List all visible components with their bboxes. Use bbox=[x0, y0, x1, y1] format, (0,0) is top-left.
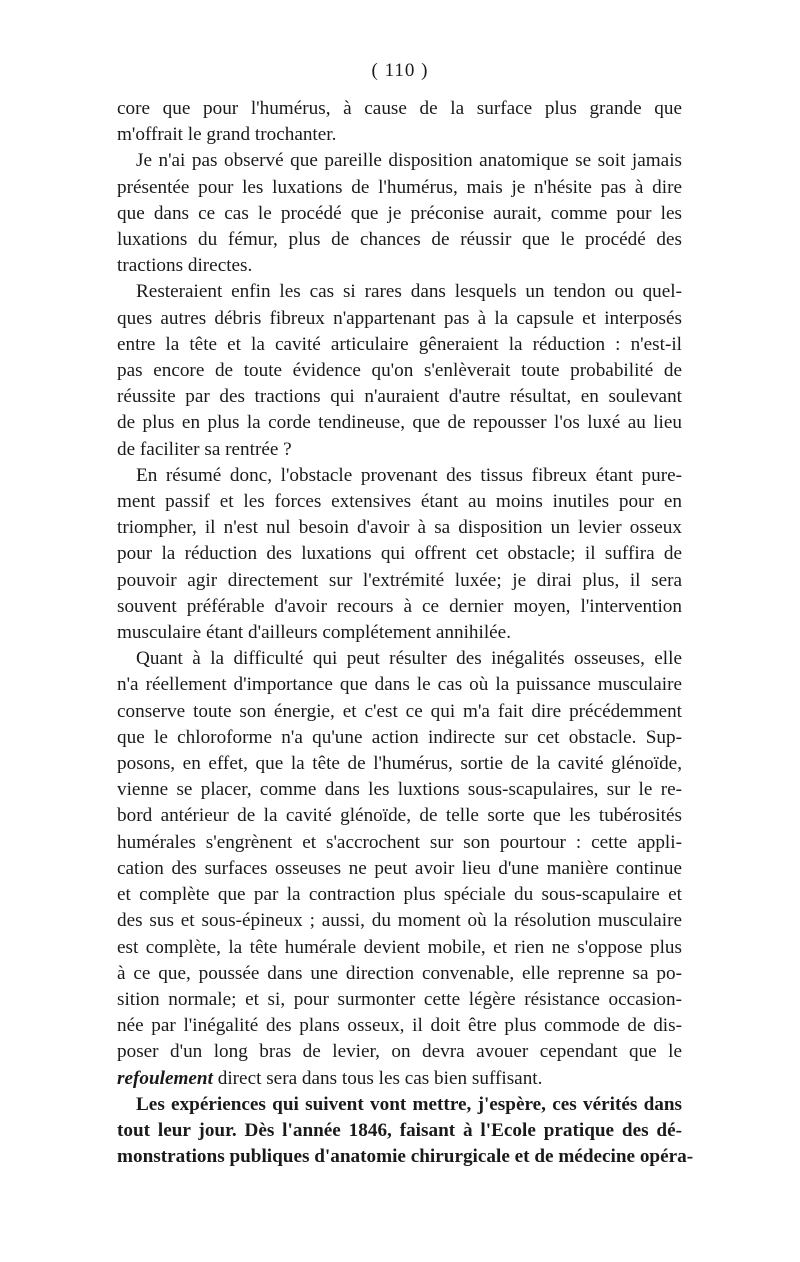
text-line: tractions directes. bbox=[117, 255, 253, 277]
text-line: et complète que par la contraction plus spéciale du sous-scapulaire et bbox=[117, 884, 682, 906]
text-line: Resteraient enfin les cas si rares dans lesquels un tendon ou quel- bbox=[136, 281, 682, 303]
text-line: née par l'inégalité des plans osseux, il doit être plus commode de dis- bbox=[117, 1015, 682, 1037]
text-line: tout leur jour. Dès l'année 1846, faisant à l'Ecole pratique des dé- bbox=[117, 1119, 682, 1141]
body-text bbox=[117, 96, 694, 1170]
text-line: humérales s'engrènent et s'accrochent sur son pourtour : cette appli- bbox=[117, 831, 682, 853]
text-line: luxations du fémur, plus de chances de réussir que le procédé des bbox=[117, 229, 682, 251]
text-line: est complète, la tête humérale devient mobile, et rien ne s'oppose plus bbox=[117, 936, 682, 958]
text-line: que le chloroforme n'a qu'une action indirecte sur cet obstacle. Sup- bbox=[117, 726, 682, 748]
paragraph bbox=[117, 1092, 694, 1171]
text-line: réussite par des tractions qui n'auraient d'autre résultat, en soulevant bbox=[117, 386, 682, 408]
text-line: n'a réellement d'importance que dans le cas où la puissance musculaire bbox=[117, 674, 682, 696]
text-line: monstrations publiques d'anatomie chirurgicale et de médecine opéra- bbox=[117, 1146, 694, 1168]
text-line: sition normale; et si, pour surmonter cette légère résistance occasion- bbox=[117, 988, 682, 1010]
text-line: bord antérieur de la cavité glénoïde, de telle sorte que les tubérosités bbox=[117, 805, 682, 827]
text-line: m'offrait le grand trochanter. bbox=[117, 124, 337, 146]
text-line: Quant à la difficulté qui peut résulter des inégalités osseuses, elle bbox=[136, 648, 682, 670]
text-line: entre la tête et la cavité articulaire gêneraient la réduction : n'est-il bbox=[117, 333, 682, 355]
text-line: En résumé donc, l'obstacle provenant des tissus fibreux étant pure- bbox=[136, 464, 682, 486]
text-fragment: direct sera dans tous les cas bien suffisant. bbox=[212, 1067, 543, 1089]
emphasized-word: refoulement bbox=[117, 1067, 213, 1089]
text-line: des sus et sous-épineux ; aussi, du moment où la résolution musculaire bbox=[117, 910, 682, 932]
text-line: de faciliter sa rentrée ? bbox=[117, 438, 292, 460]
text-line: Je n'ai pas observé que pareille disposition anatomique se soit jamais bbox=[136, 150, 682, 172]
text-line: conserve toute son énergie, et c'est ce qui m'a fait dire précédemment bbox=[117, 700, 682, 722]
text-line: pour la réduction des luxations qui offrent cet obstacle; il suffira de bbox=[117, 543, 682, 565]
text-line: vienne se placer, comme dans les luxtions sous-scapulaires, sur le re- bbox=[117, 779, 682, 801]
text-line: présentée pour les luxations de l'humérus, mais je n'hésite pas à dire bbox=[117, 176, 682, 198]
paragraph bbox=[117, 148, 682, 279]
text-line: poser d'un long bras de levier, on devra avouer cependant que le bbox=[117, 1041, 682, 1063]
text-line: à ce que, poussée dans une direction convenable, elle reprenne sa po- bbox=[117, 962, 682, 984]
text-line: de plus en plus la corde tendineuse, que de repousser l'os luxé au lieu bbox=[117, 412, 682, 434]
paragraph bbox=[117, 463, 682, 646]
text-line: pas encore de toute évidence qu'on s'enlèverait toute probabilité de bbox=[117, 360, 682, 382]
text-line-final bbox=[117, 1066, 682, 1092]
text-line: Les expériences qui suivent vont mettre, j'espère, ces vérités dans bbox=[136, 1093, 682, 1115]
paragraph bbox=[117, 646, 682, 1091]
text-line: cation des surfaces osseuses ne peut avoir lieu d'une manière continue bbox=[117, 857, 682, 879]
text-line: pouvoir agir directement sur l'extrémité luxée; je dirai plus, il sera bbox=[117, 569, 682, 591]
text-line: triompher, il n'est nul besoin d'avoir à sa disposition un levier osseux bbox=[117, 517, 682, 539]
text-line: ment passif et les forces extensives étant au moins inutiles pour en bbox=[117, 491, 682, 513]
paragraph bbox=[117, 279, 682, 462]
paragraph bbox=[117, 96, 682, 148]
text-line: posons, en effet, que la tête de l'humérus, sortie de la cavité glénoïde, bbox=[117, 753, 682, 775]
text-line: souvent préférable d'avoir recours à ce dernier moyen, l'intervention bbox=[117, 595, 682, 617]
text-line: que dans ce cas le procédé que je préconise aurait, comme pour les bbox=[117, 202, 682, 224]
text-line: core que pour l'humérus, à cause de la surface plus grande que bbox=[117, 98, 682, 119]
text-line: musculaire étant d'ailleurs complétement annihilée. bbox=[117, 622, 511, 644]
page-number: ( 110 ) bbox=[371, 60, 429, 81]
text-line: ques autres débris fibreux n'appartenant pas à la capsule et interposés bbox=[117, 307, 682, 329]
